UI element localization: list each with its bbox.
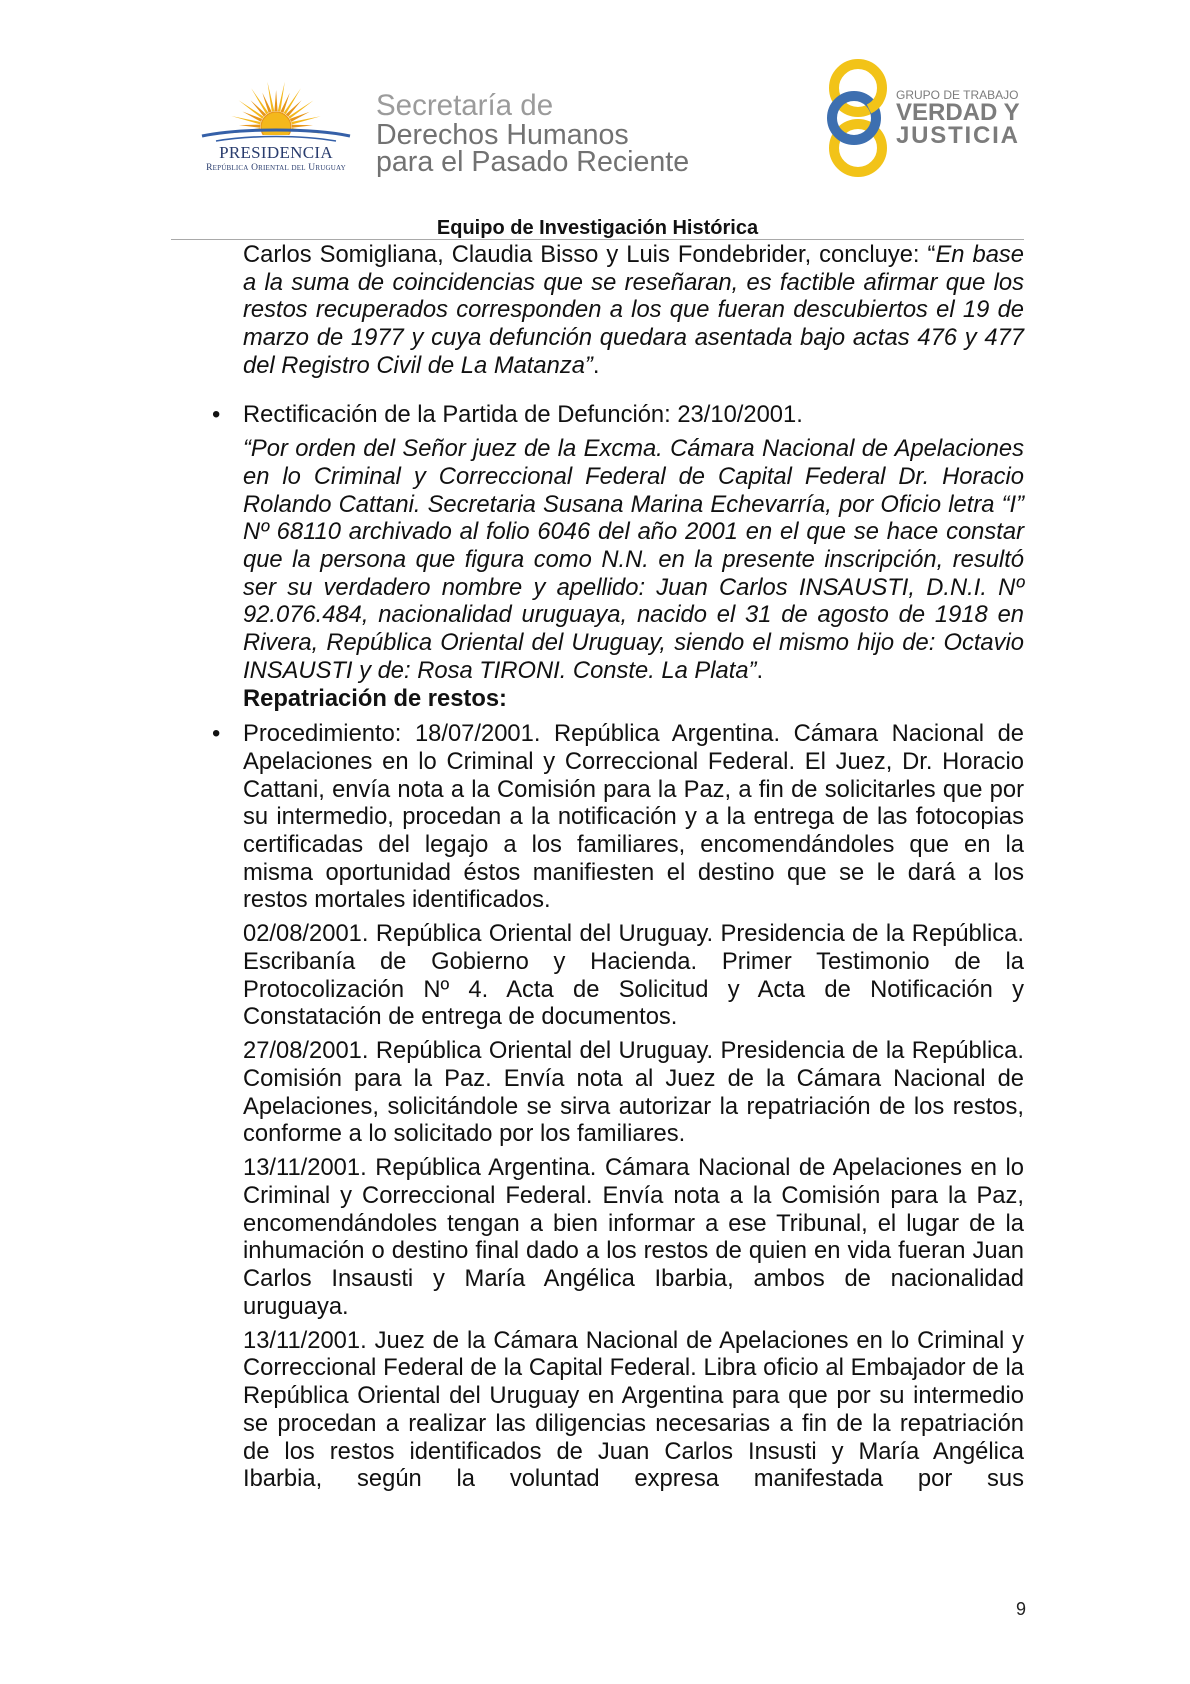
bullet-marker: • [212,720,221,748]
list-item-rectificacion [212,401,1024,685]
secretaria-line-2: Derechos Humanos [376,119,629,151]
intro-paragraph [243,241,1024,380]
list-item-procedimiento [212,720,1024,1493]
sun-ray [292,125,313,128]
grupo-trabajo-label: GRUPO DE TRABAJO [896,88,1019,102]
sun-ray [274,90,277,111]
rectificacion-quote-paragraph [243,435,1024,684]
sun-ray [239,125,260,128]
rectificacion-end: . [756,656,764,684]
document-body [212,241,1024,1493]
procedimiento-entry: 02/08/2001. República Oriental del Uruguay. Presidencia de la República. Escribanía de Gobierno y Hacienda. Primer Testimonio de la Protocolización Nº 4. Acta de Solicitud y Acta de Notificación y Constatación de entrega de documentos. [243,920,1024,1031]
team-title: Equipo de Investigación Histórica [436,217,759,239]
bullet-marker: • [212,401,221,429]
header-divider [171,239,1024,240]
procedimiento-entry: 27/08/2001. República Oriental del Uruguay. Presidencia de la República. Comisión para la Paz. Envía nota al Juez de la Cámara Nacional de Apelaciones, solicitándole se sirva autorizar la repatriación de los restos, conforme a lo solicitado por los familiares. [243,1037,1024,1148]
section-heading: Repatriación de restos: [243,684,507,712]
rectificacion-label: Rectificación de la Partida de Defunción: 23/10/2001. [243,401,803,429]
procedimiento-entry: Procedimiento: 18/07/2001. República Argentina. Cámara Nacional de Apelaciones en lo Criminal y Correccional Federal. El Juez, Dr. Horacio Cattani, envía nota a la Comisión para la Paz, a fin de solicitarles que por su intermedio, procedan a la notificación y a la entrega de las fotocopias certificadas del legajo a los familiares, encomendándoles que en la misma oportunidad éstos manifiesten el destino que se le dará a los restos mortales identificados. [243,720,1024,914]
interlocking-rings-icon [821,58,895,180]
rectificacion-quote: “Por orden del Señor juez de la Excma. Cámara Nacional de Apelaciones en lo Criminal y Correccional Federal de Capital Federal Dr. Horacio Rolando Cattani. Secretaria Susana Marina Echevarría, por Oficio letra “I” Nº 68110 archivado al folio 6046 del año 2001 en el que se hace constar que la persona que figura como N.N. en la presente inscripción, resultó ser su verdadero nombre y apellido: Juan Carlos INSAUSTI, D.N.I. Nº 92.076.484, nacionalidad uruguaya, nacido el 31 de agosto de 1918 en Rivera, República Oriental del Uruguay, siendo el mismo hijo de: Octavio INSAUSTI y de: Rosa TIRONI. Conste. La Plata” [243,435,1024,684]
verdad-label: VERDAD Y [896,99,1020,126]
procedimiento-entry: 13/11/2001. República Argentina. Cámara Nacional de Apelaciones en lo Criminal y Correccional Federal. Envía nota a la Comisión para la Paz, encomendándoles tengan a bien informar a ese Tribunal, el lugar de la inhumación o destino final dado a los restos de quien en vida fueran Juan Carlos Insausti y María Angélica Ibarbia, ambos de nacionalidad uruguaya. [243,1154,1024,1320]
justicia-label: JUSTICIA [896,122,1020,149]
sun-ray [242,112,262,122]
intro-quote: En base a la suma de coincidencias que se reseñaran, es factible afirmar que los restos recuperados corresponden a los que fueran descubiertos el 19 de marzo de 1977 y cuya defunción quedara asentada bajo actas 476 y 477 del Registro Civil de La Matanza” [243,241,1024,379]
procedimiento-entry: 13/11/2001. Juez de la Cámara Nacional de Apelaciones en lo Criminal y Correccional Federal de la Capital Federal. Libra oficio al Embajador de la República Oriental del Uruguay en Argentina para que por su intermedio se procedan a realizar las diligencias necesarias a fin de la repatriación de los restos identificados de Juan Carlos Insusti y María Angélica Ibarbia, según la voluntad expresa manifestada por sus [243,1326,1024,1493]
secretaria-line-3: para el Pasado Reciente [376,146,690,178]
intro-end: . [592,351,600,379]
ring-middle [832,96,876,140]
presidencia-subtitle: República Oriental del Uruguay [206,163,346,173]
intro-lead: Carlos Somigliana, Claudia Bisso y Luis Fondebrider, concluye: “ [243,241,936,268]
presidencia-name: PRESIDENCIA [219,143,333,162]
page-number: 9 [1015,1599,1026,1619]
sun-emblem-icon [200,80,352,144]
secretaria-line-1: Secretaría de [376,89,554,122]
